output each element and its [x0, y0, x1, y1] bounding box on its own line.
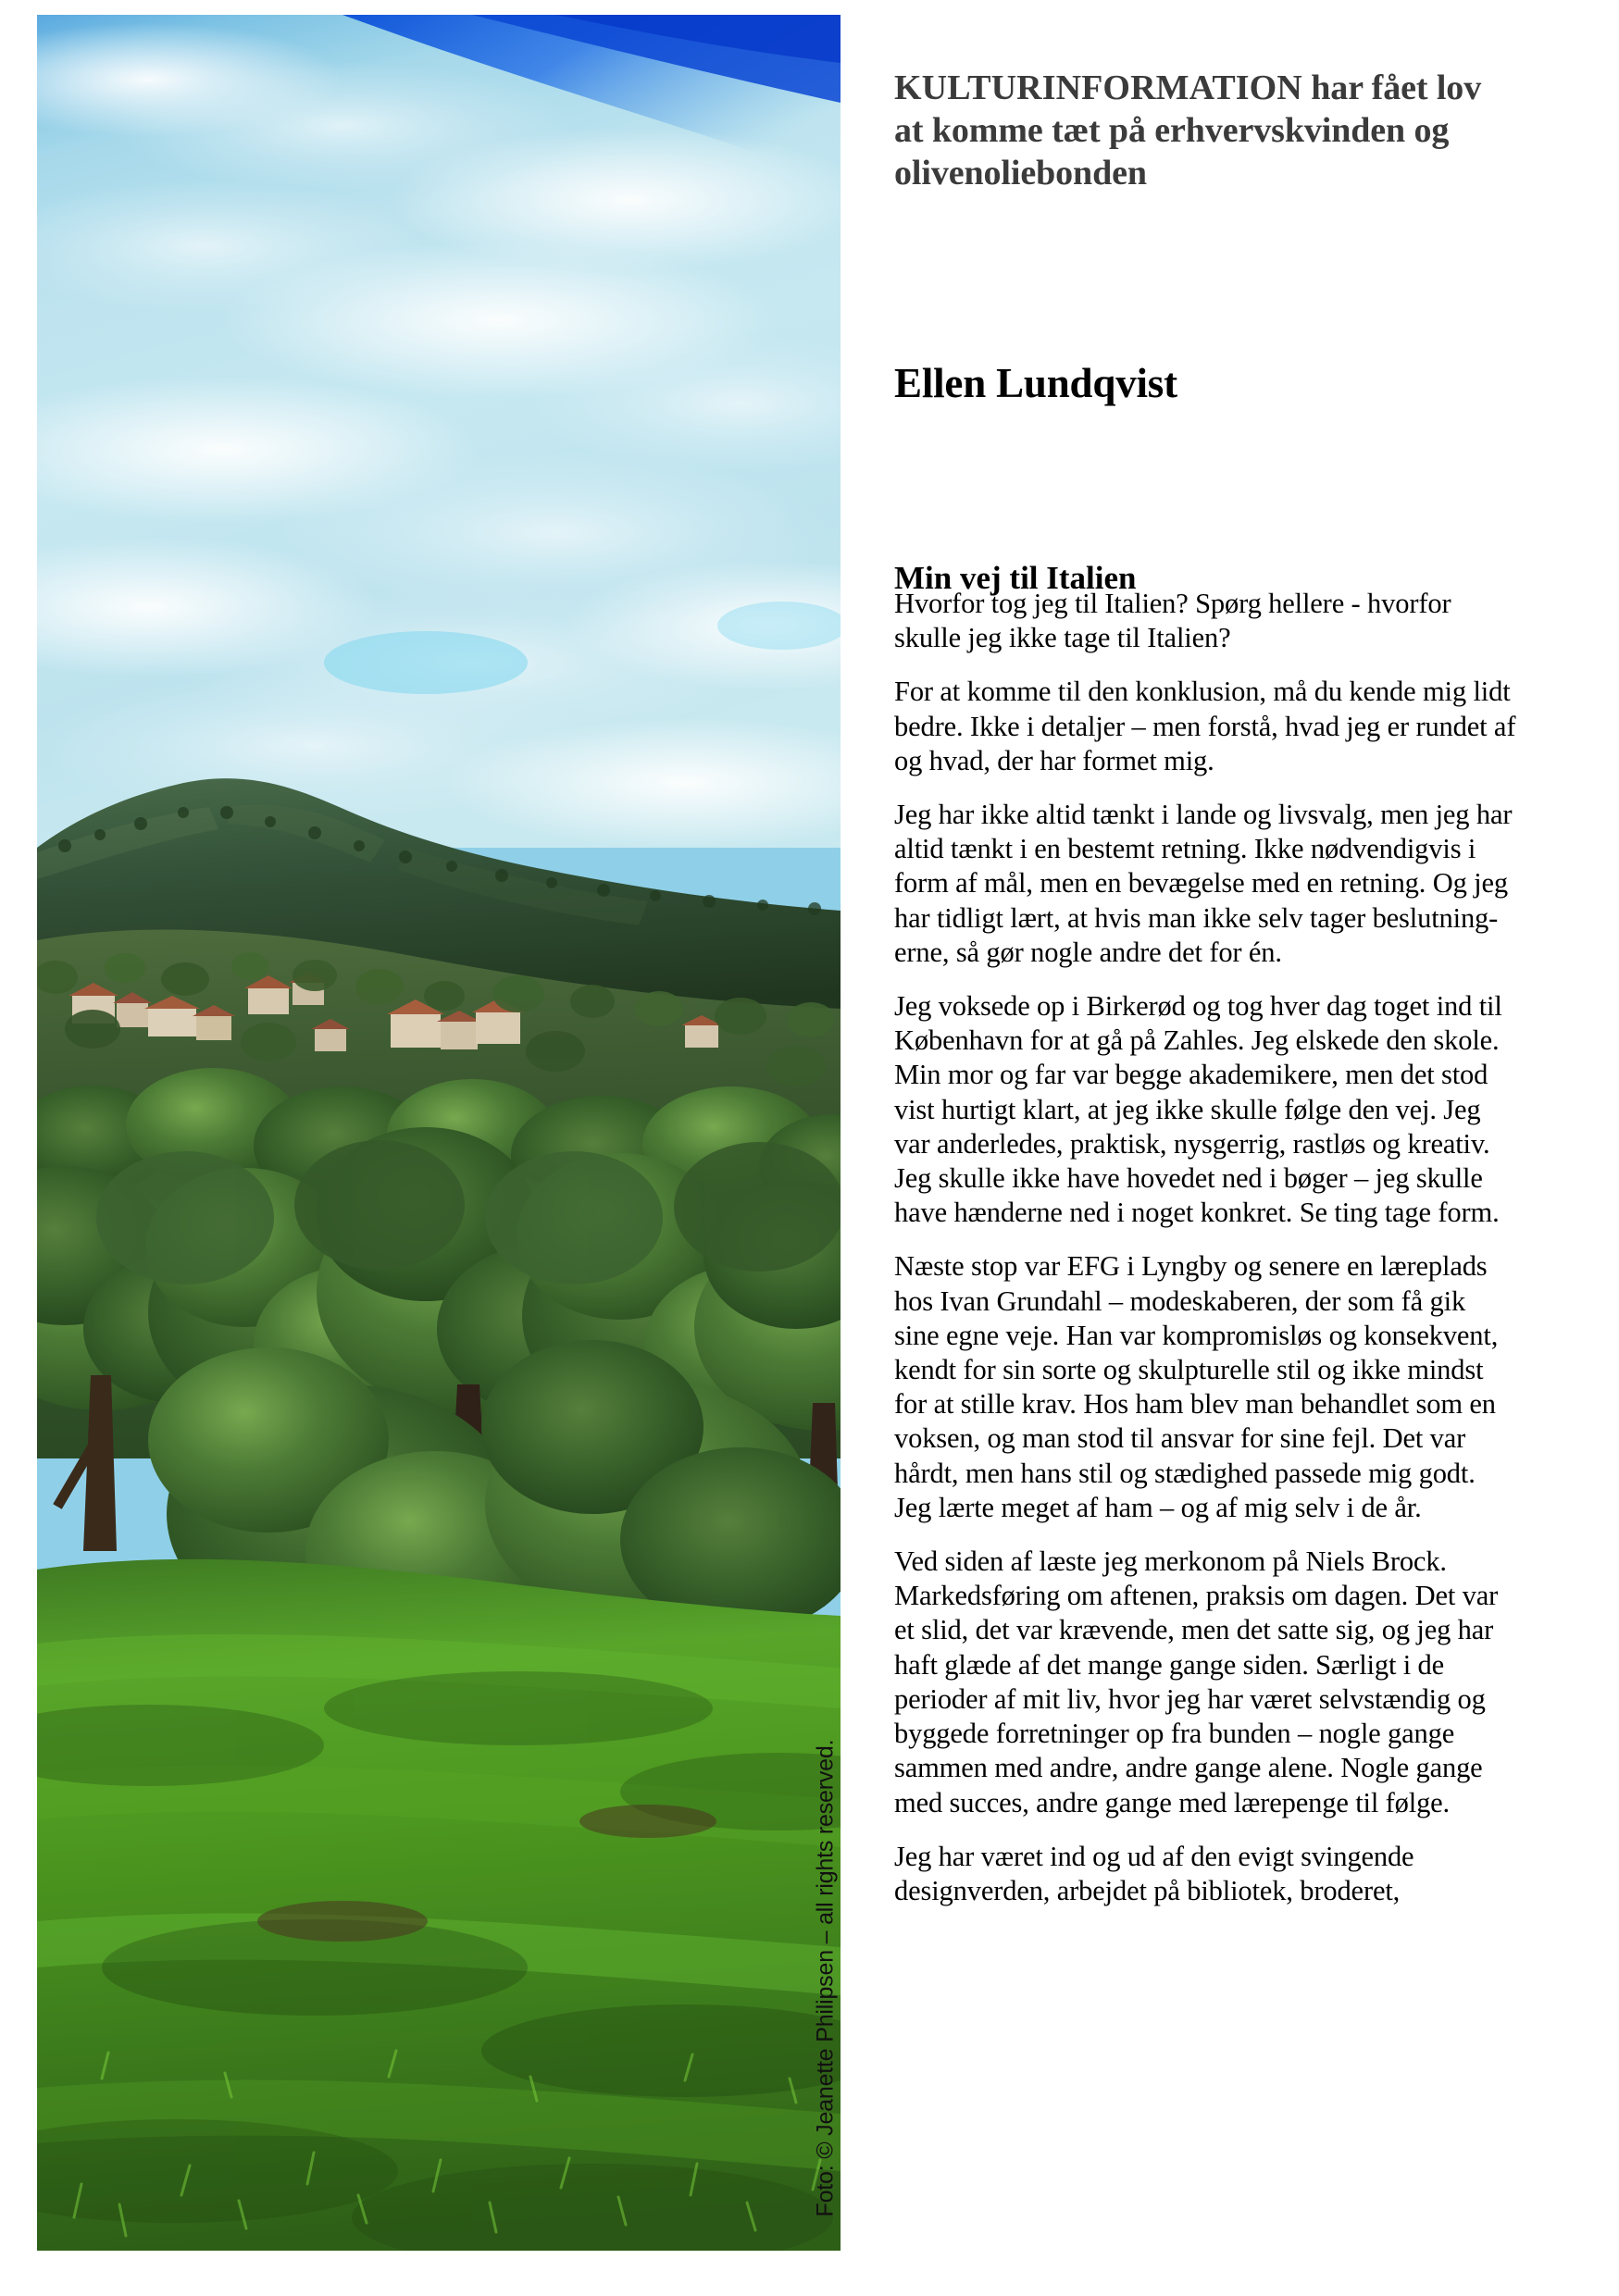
body-paragraph: Næste stop var EFG i Lyngby og senere en læreplads hos Ivan Grundahl – modeskaberen, der som få gik sine egne veje. Han var kompromisløs og konsekvent, kendt for sin sorte og skulpturelle stil og ikke mindst for at stille krav. Hos ham blev man behandlet som en voksen, og man stod til ansvar for sine fejl. Det var hårdt, men hans stil og stædighed passede mig godt. Jeg lærte meget af ham – og af mig selv i de år.: [894, 1250, 1499, 1523]
section-heading: Min vej til Italien: [894, 560, 1137, 596]
body-paragraph: Hvorfor tog jeg til Italien? Spørg hellere - hvorfor skulle jeg ikke tage til Italien?: [894, 588, 1451, 654]
photo-credit: [807, 1074, 839, 2240]
article-body: [894, 587, 1516, 1908]
body-paragraph: Jeg har været ind og ud af den evigt svingende designverden, arbejdet på bibliotek, broderet,: [894, 1840, 1414, 1906]
body-paragraph: Jeg har ikke altid tænkt i lande og livsvalg, men jeg har altid tænkt i en bestemt retning. Ikke nødvendigvis i form af mål, men en bevægelse med en retning. Og jeg har tidligt lært, at hvis man ikke selv tager beslutningerne, så gør nogle andre det for én.: [894, 799, 1513, 968]
photo-credit-text: Foto: © Jeanette Philipsen – all rights reserved.: [812, 1739, 839, 2217]
article-byline: Ellen Lundqvist: [894, 360, 1177, 407]
article-kicker: [894, 67, 1503, 194]
landscape-photo-artwork: [37, 15, 841, 2251]
body-paragraph: For at komme til den konklusion, må du kende mig lidt bedre. Ikke i detaljer – men forstå, hvad jeg er rundet af og hvad, der har formet mig.: [894, 676, 1516, 776]
body-paragraph: Jeg voksede op i Birkerød og tog hver dag toget ind til København for at gå på Zahles. Jeg elskede den skole. Min mor og far var begge akademikere, men det stod vist hurtigt klart, at jeg ikke skulle følge den vej. Jeg var anderledes, praktisk, nysgerrig, rastløs og kreativ. Jeg skulle ikke have hovedet ned i bøger – jeg skulle have hænderne ned i noget konkret. Se ting tage form.: [894, 990, 1502, 1229]
kicker-rest: har fået lov at komme tæt på erhvervskvinden og olivenoliebonden: [894, 68, 1482, 193]
landscape-photo: [37, 15, 841, 2251]
article-column: [894, 0, 1524, 2296]
kicker-brand: KULTURINFORMATION: [894, 68, 1302, 108]
body-paragraph: Ved siden af læste jeg merkonom på Niels Brock. Markedsføring om aftenen, praksis om dagen. Det var et slid, det var krævende, men det satte sig, og jeg har haft glæde af det mange gange siden. Særligt i de perioder af mit liv, hvor jeg har været selvstændig og byggede forretninger op fra bunden – nogle gange sammen med andre, andre gange alene. Nogle gange med succes, andre gange med lærepenge til følge.: [894, 1545, 1499, 1818]
